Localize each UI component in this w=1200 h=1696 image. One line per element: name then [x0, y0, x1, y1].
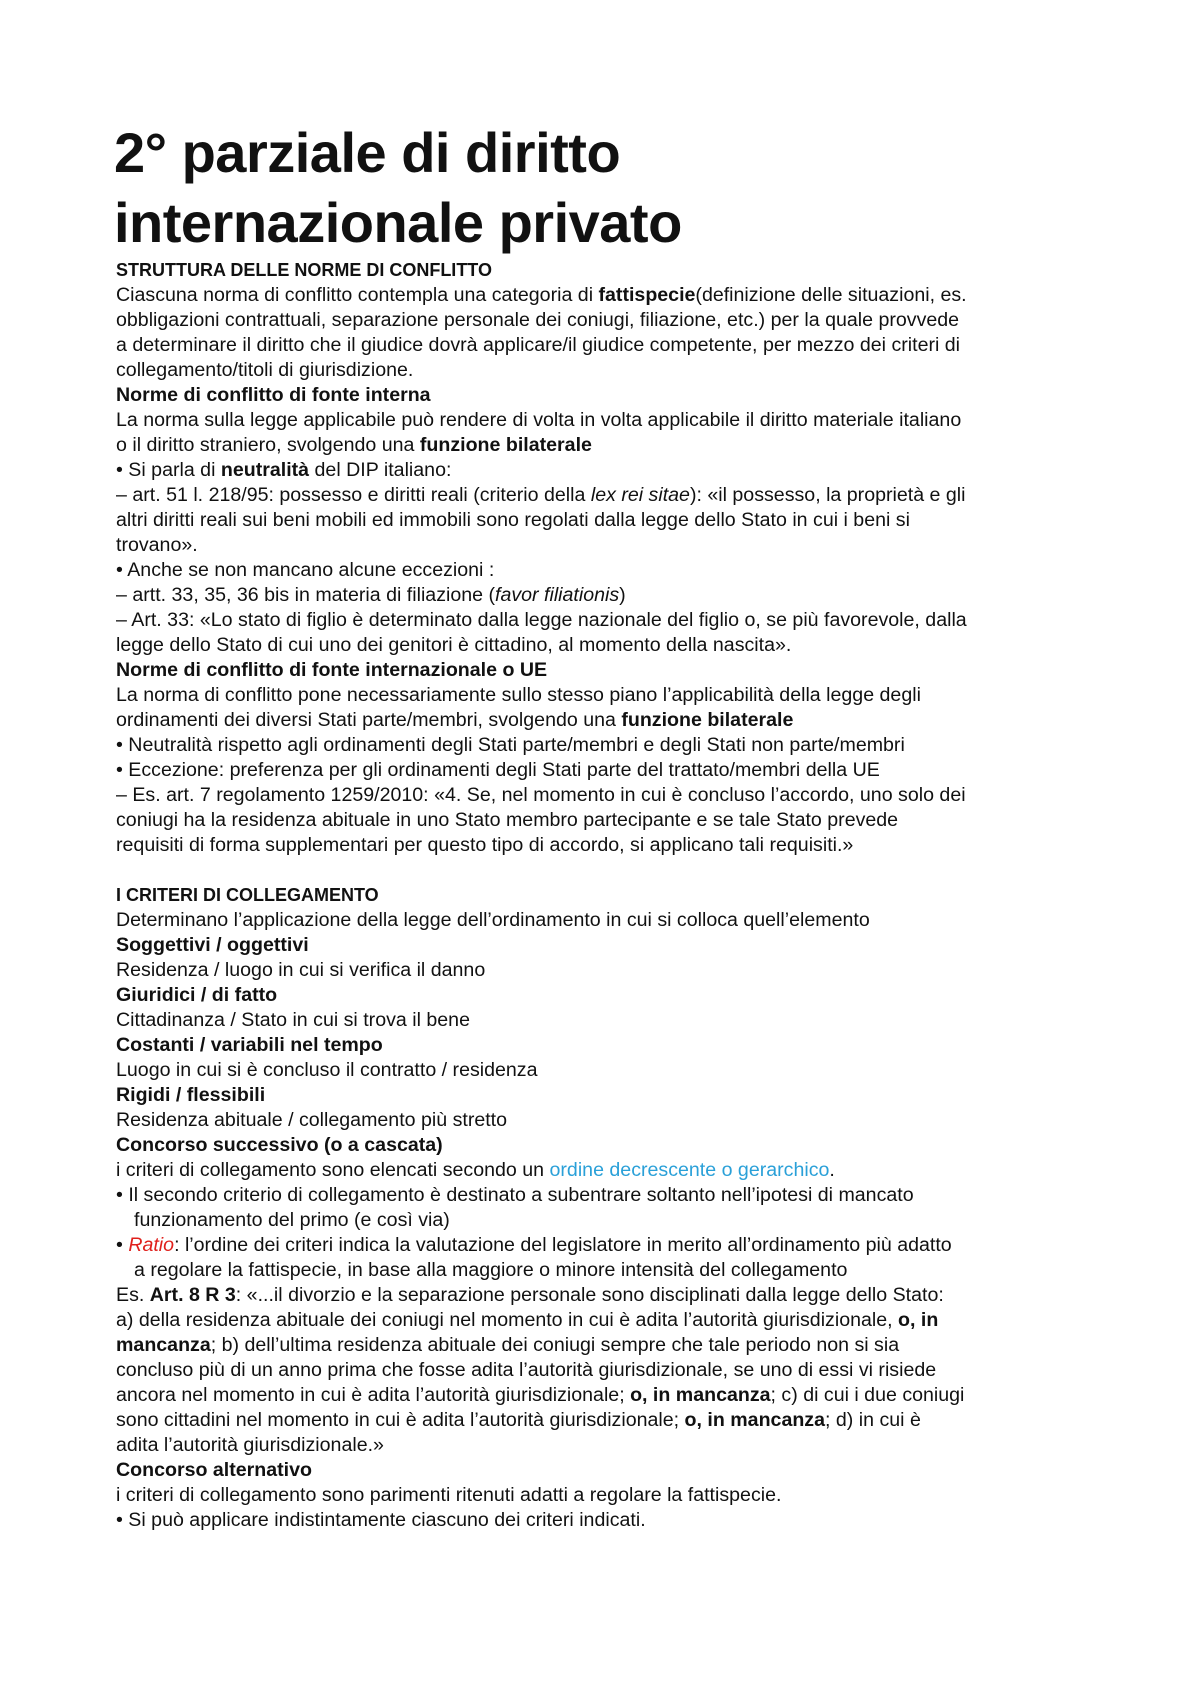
paragraph-line: – artt. 33, 35, 36 bis in materia di filiazione (favor filiationis): [116, 584, 626, 606]
bullet-item: • Si può applicare indistintamente ciascuno dei criteri indicati.: [116, 1509, 646, 1531]
paragraph-line: altri diritti reali sui beni mobili ed immobili sono regolati dalla legge dello Stato in cui i beni si: [116, 509, 910, 531]
subheading-criterio: Costanti / variabili nel tempo: [116, 1034, 383, 1056]
subheading-criterio: Rigidi / flessibili: [116, 1084, 266, 1106]
section-heading-struttura: STRUTTURA DELLE NORME DI CONFLITTO: [116, 260, 492, 280]
paragraph-line: coniugi ha la residenza abituale in uno Stato membro partecipante e se tale Stato prevede: [116, 809, 899, 831]
paragraph-line: – art. 51 l. 218/95: possesso e diritti reali (criterio della lex rei sitae): «il possesso, la proprietà e gli: [116, 484, 966, 506]
paragraph-line: Ciascuna norma di conflitto contempla una categoria di fattispecie(definizione delle situazioni, es.: [116, 284, 967, 306]
subheading-criterio: Soggettivi / oggettivi: [116, 934, 309, 956]
paragraph-line: Residenza / luogo in cui si verifica il danno: [116, 959, 486, 981]
title-line-1: 2° parziale di diritto: [114, 121, 621, 184]
paragraph-line: i criteri di collegamento sono parimenti ritenuti adatti a regolare la fattispecie.: [116, 1484, 782, 1506]
paragraph-line: Es. Art. 8 R 3: «...il divorzio e la separazione personale sono disciplinati dalla legge dello Stato:: [116, 1284, 944, 1306]
paragraph-line: – Es. art. 7 regolamento 1259/2010: «4. Se, nel momento in cui è concluso l’accordo, uno solo dei: [116, 784, 966, 806]
spacer: [116, 858, 1096, 883]
paragraph-line: ancora nel momento in cui è adita l’autorità giurisdizionale; o, in mancanza; c) di cui i due coniugi: [116, 1384, 965, 1406]
paragraph-line: o il diritto straniero, svolgendo una funzione bilaterale: [116, 434, 592, 456]
paragraph-line: requisiti di forma supplementari per questo tipo di accordo, si applicano tali requisiti.»: [116, 834, 854, 856]
paragraph-line: i criteri di collegamento sono elencati secondo un ordine decrescente o gerarchico.: [116, 1159, 835, 1181]
paragraph-line: obbligazioni contrattuali, separazione personale dei coniugi, filiazione, etc.) per la quale provvede: [116, 309, 960, 331]
paragraph-line: sono cittadini nel momento in cui è adita l’autorità giurisdizionale; o, in mancanza; d) in cui è: [116, 1409, 921, 1431]
paragraph-line: La norma sulla legge applicabile può rendere di volta in volta applicabile il diritto materiale italiano: [116, 409, 962, 431]
paragraph-line: – Art. 33: «Lo stato di figlio è determinato dalla legge nazionale del figlio o, se più favorevole, dalla: [116, 609, 967, 631]
bullet-item: • Eccezione: preferenza per gli ordinamenti degli Stati parte del trattato/membri della UE: [116, 759, 880, 781]
paragraph-line: collegamento/titoli di giurisdizione.: [116, 359, 414, 381]
paragraph-line: a) della residenza abituale dei coniugi nel momento in cui è adita l’autorità giurisdizionale, o, in: [116, 1309, 939, 1331]
bullet-item: • Si parla di neutralità del DIP italiano:: [116, 459, 452, 481]
ratio-label: Ratio: [128, 1234, 175, 1256]
bullet-item: • Neutralità rispetto agli ordinamenti degli Stati parte/membri e degli Stati non parte/membri: [116, 734, 905, 756]
paragraph-line: Luogo in cui si è concluso il contratto / residenza: [116, 1059, 538, 1081]
paragraph-line: mancanza; b) dell’ultima residenza abituale dei coniugi sempre che tale periodo non si sia: [116, 1334, 900, 1356]
page-title: [114, 118, 1096, 258]
subheading-concorso-successivo: Concorso successivo (o a cascata): [116, 1134, 443, 1156]
paragraph-line: legge dello Stato di cui uno dei genitori è cittadino, al momento della nascita».: [116, 634, 792, 656]
subheading-fonte-ue: Norme di conflitto di fonte internazionale o UE: [116, 659, 548, 681]
paragraph-line: Cittadinanza / Stato in cui si trova il bene: [116, 1009, 470, 1031]
paragraph-line: La norma di conflitto pone necessariamente sullo stesso piano l’applicabilità della legge degli: [116, 684, 921, 706]
paragraph-line: Residenza abituale / collegamento più stretto: [116, 1109, 508, 1131]
subheading-concorso-alternativo: Concorso alternativo: [116, 1459, 312, 1481]
subheading-fonte-interna: Norme di conflitto di fonte interna: [116, 384, 431, 406]
highlight-link-text: ordine decrescente o gerarchico: [549, 1159, 830, 1181]
document-page: [116, 118, 1096, 1533]
subheading-criterio: Giuridici / di fatto: [116, 984, 278, 1006]
title-line-2: internazionale privato: [114, 191, 682, 254]
bullet-item: • Il secondo criterio di collegamento è destinato a subentrare soltanto nell’ipotesi di mancato funzionamento del primo (e così via): [116, 1184, 914, 1231]
bullet-item: • Anche se non mancano alcune eccezioni :: [116, 559, 495, 581]
section-heading-criteri: I CRITERI DI COLLEGAMENTO: [116, 885, 379, 905]
bullet-item: • Ratio: l’ordine dei criteri indica la valutazione del legislatore in merito all’ordinamento più adatto a regolare la fattispecie, in base alla maggiore o minore intensità del collegamento: [116, 1234, 952, 1281]
paragraph-line: ordinamenti dei diversi Stati parte/membri, svolgendo una funzione bilaterale: [116, 709, 794, 731]
paragraph-line: Determinano l’applicazione della legge dell’ordinamento in cui si colloca quell’elemento: [116, 909, 870, 931]
paragraph-line: trovano».: [116, 534, 198, 556]
paragraph-line: a determinare il diritto che il giudice dovrà applicare/il giudice competente, per mezzo dei criteri di: [116, 334, 961, 356]
paragraph-line: concluso più di un anno prima che fosse adita l’autorità giurisdizionale, se uno di essi vi risiede: [116, 1359, 937, 1381]
paragraph-line: adita l’autorità giurisdizionale.»: [116, 1434, 384, 1456]
